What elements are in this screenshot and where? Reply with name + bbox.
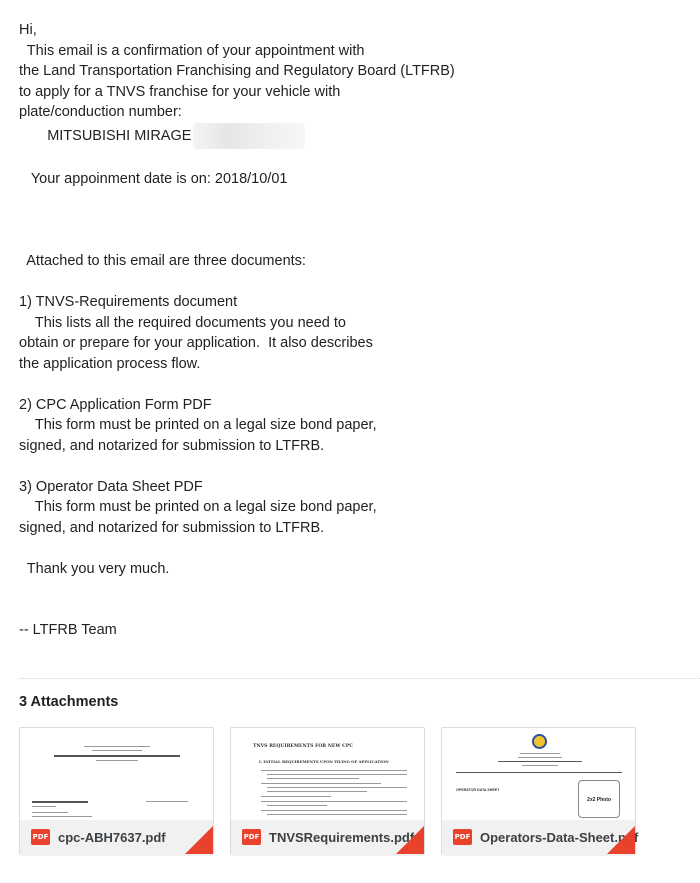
attachment-card-cpc[interactable] — [19, 727, 214, 855]
intro-line: the Land Transportation Franchising and Regulatory Board (LTFRB) — [19, 63, 455, 79]
doc1-text: This lists all the required documents you need to — [19, 314, 346, 331]
blank-line — [19, 456, 679, 477]
attachment-thumbnail — [442, 728, 635, 820]
attachment-card-tnvs-requirements[interactable] — [230, 727, 425, 855]
attachment-thumbnail — [20, 728, 213, 820]
thanks: Thank you very much. — [19, 560, 170, 577]
signature: -- LTFRB Team — [19, 622, 117, 638]
blank-line — [19, 538, 679, 559]
attachment-filename: cpc-ABH7637.pdf — [58, 830, 166, 845]
email-body — [19, 20, 679, 641]
intro-line: to apply for a TNVS franchise for your vehicle with — [19, 83, 341, 100]
blank-line — [19, 600, 679, 621]
doc1-text: the application process flow. — [19, 355, 201, 372]
vehicle-name: MITSUBISHI MIRAGE — [19, 127, 192, 144]
blank-line — [19, 210, 679, 231]
doc2-title: 2) CPC Application Form PDF — [19, 396, 212, 413]
attachments-divider — [19, 678, 700, 679]
vehicle-line — [19, 123, 679, 149]
attachment-thumbnail — [231, 728, 424, 820]
attachments-header: 3 Attachments — [19, 694, 119, 710]
doc3-text: This form must be printed on a legal size bond paper, — [19, 499, 377, 515]
pdf-file-icon: PDF — [31, 829, 50, 845]
blank-line — [19, 149, 679, 170]
attachment-card-operators-data-sheet[interactable] — [441, 727, 639, 855]
redacted-plate-number — [193, 123, 305, 149]
blank-line — [19, 374, 679, 395]
intro-line: This email is a confirmation of your appointment with — [19, 42, 365, 59]
intro-line: plate/conduction number: — [19, 104, 182, 120]
government-seal-icon — [532, 734, 547, 749]
doc3-title: 3) Operator Data Sheet PDF — [19, 478, 203, 495]
doc1-text: obtain or prepare for your application. It also describes — [19, 335, 373, 351]
pdf-corner-icon — [396, 826, 424, 854]
doc1-title: 1) TNVS-Requirements document — [19, 294, 238, 310]
pdf-corner-icon — [607, 826, 635, 854]
thumbnail-subtitle: I. INITIAL REQUIREMENTS UPON FILING OF APPLICATION — [259, 759, 389, 764]
blank-line — [19, 231, 679, 252]
attachment-filename: TNVSRequirements.pdf — [269, 830, 415, 845]
blank-line — [19, 190, 679, 211]
doc3-text: signed, and notarized for submission to LTFRB. — [19, 519, 325, 536]
blank-line — [19, 272, 679, 293]
thumbnail-title: TNVS REQUIREMENTS FOR NEW CPC — [253, 744, 353, 749]
attached-intro: Attached to this email are three documents: — [19, 253, 306, 269]
pdf-file-icon: PDF — [453, 829, 472, 845]
thumbnail-label: OPERATOR DATA SHEET — [456, 788, 500, 792]
appointment-date: Your appoinment date is on: 2018/10/01 — [19, 171, 288, 187]
photo-placeholder: 2x2 Photo — [578, 780, 620, 818]
greeting: Hi, — [19, 22, 37, 38]
blank-line — [19, 579, 679, 600]
doc2-text: This form must be printed on a legal size bond paper, — [19, 417, 377, 433]
doc2-text: signed, and notarized for submission to LTFRB. — [19, 437, 325, 454]
pdf-corner-icon — [185, 826, 213, 854]
attachment-filename: Operators-Data-Sheet.pdf — [480, 830, 639, 845]
pdf-file-icon: PDF — [242, 829, 261, 845]
